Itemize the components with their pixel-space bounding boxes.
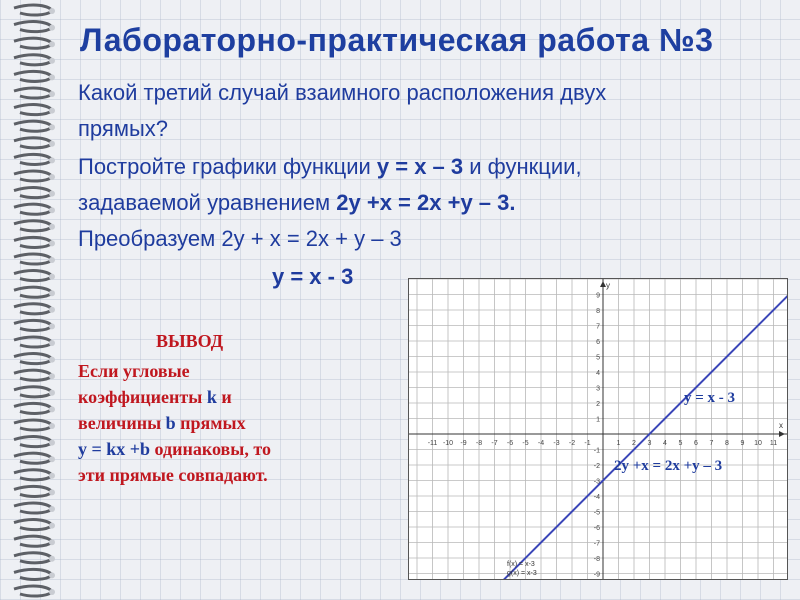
conclusion-line-4 [78,438,271,460]
y-tick-label: 9 [596,292,600,300]
binding-hole [49,207,55,213]
binding-hole [49,58,55,64]
binding-hole [49,556,55,562]
binding-ring [14,553,52,563]
x-axis-arrow [779,431,785,437]
x-tick-label: 8 [725,440,729,447]
binding-ring [14,188,52,198]
binding-hole [49,523,55,529]
binding-hole [49,240,55,246]
x-tick-label: -5 [522,440,529,447]
binding-hole [49,257,55,263]
x-tick-label: -9 [460,440,467,447]
binding-hole [49,157,55,163]
graph-svg [409,279,787,579]
question-line-2: прямых? [78,116,168,141]
binding-ring [14,403,52,413]
conclusion-line-2 [78,386,232,408]
binding-ring [14,55,52,65]
x-tick-label: -7 [491,440,498,447]
page-title: Лабораторно-практическая работа №3 [80,22,714,58]
binding-ring [14,503,52,513]
x-tick-label: 2 [632,440,636,447]
conclusion-text-4: одинаковы, то [150,439,271,459]
graph-label-line2: 2у +х = 2х +у – 3 [614,458,723,474]
x-tick-label: 1 [616,440,621,447]
conclusion-heading: ВЫВОД [156,331,224,351]
binding-ring [14,71,52,81]
y-tick-label: 2 [596,401,600,408]
legend-f: f(x) = x-3 [507,561,535,568]
binding-hole [49,25,55,31]
y-tick-label: 1 [596,416,600,424]
binding-hole [49,290,55,296]
x-tick-label: 9 [740,440,745,447]
conclusion-kxb: kx +b [106,439,151,459]
binding-ring [14,271,52,281]
binding-hole [49,8,55,14]
binding-hole [49,423,55,429]
task-line-1 [78,154,582,180]
binding-hole [49,74,55,80]
y-tick-label: 5 [596,354,600,362]
x-tick-label: -11 [427,440,438,447]
binding-ring [14,88,52,98]
y-tick-label: 6 [596,339,600,346]
binding-hole [49,323,55,329]
binding-hole [49,406,55,412]
transform-result: у = х - 3 [272,264,354,289]
y-tick-label: 7 [596,323,600,331]
x-tick-label: -1 [584,440,591,447]
binding-ring [14,320,52,330]
conclusion-y: у = [78,439,107,459]
coef-k: k [206,387,217,407]
binding-ring [14,569,52,579]
graph-label-line1: y = x - 3 [684,390,736,406]
conclusion-line-1: Если угловые [78,361,190,381]
task-text-suffix: и функции, [463,154,582,179]
binding-hole [49,589,55,595]
x-tick-label: -3 [553,440,560,447]
binding-ring [14,5,52,15]
binding-hole [49,108,55,114]
binding-ring [14,387,52,397]
task-equation: 2у +х = 2х +у – 3. [336,190,516,215]
y-tick-label: -1 [593,447,600,455]
x-tick-label: -10 [442,440,454,447]
binding-ring [14,337,52,347]
binding-ring [14,536,52,546]
x-tick-label: 7 [709,440,714,447]
binding-ring [14,38,52,48]
spiral-binding [0,0,64,600]
binding-ring [14,520,52,530]
binding-hole [49,124,55,130]
binding-hole [49,41,55,47]
binding-hole [49,539,55,545]
y-tick-label: -7 [593,540,600,548]
conclusion-text-3: величины [78,413,166,433]
binding-ring [14,138,52,148]
binding-ring [14,354,52,364]
binding-hole [49,357,55,363]
x-axis-label: x [779,421,783,430]
task-function: у = х – 3 [376,154,464,179]
task-text-2: задаваемой уравнением [78,190,337,215]
x-tick-label: 5 [678,440,683,447]
binding-hole [49,224,55,230]
binding-hole [49,390,55,396]
binding-ring [14,254,52,264]
binding-ring [14,105,52,115]
task-text: Постройте графики функции [78,154,377,179]
binding-ring [14,237,52,247]
binding-hole [49,506,55,512]
binding-hole [49,91,55,97]
binding-ring [14,221,52,231]
binding-ring [14,204,52,214]
y-tick-label: -8 [593,556,600,563]
binding-hole [49,489,55,495]
binding-hole [49,572,55,578]
binding-hole [49,456,55,462]
y-tick-label: -2 [593,463,600,470]
y-tick-label: -6 [593,525,600,532]
y-tick-label: -5 [593,509,600,517]
binding-ring [14,287,52,297]
x-tick-label: -6 [506,440,514,447]
y-tick-label: -9 [593,571,600,579]
x-tick-label: 4 [663,440,667,447]
coef-b: b [165,413,176,433]
binding-ring [14,22,52,32]
binding-hole [49,174,55,180]
x-tick-label: -4 [537,440,545,447]
binding-ring [14,304,52,314]
binding-hole [49,274,55,280]
x-tick-label: -2 [568,440,576,447]
x-tick-label: 11 [769,440,778,447]
transform-line: Преобразуем 2у + х = 2х + у – 3 [78,226,402,251]
function-graph [408,278,788,580]
conclusion-line-5: эти прямые совпадают. [78,465,268,485]
y-tick-label: 4 [596,370,600,377]
conclusion-text-and: и [216,387,232,407]
y-tick-label: -4 [593,494,600,501]
binding-hole [49,473,55,479]
binding-hole [49,191,55,197]
task-line-2 [78,190,516,216]
y-tick-label: 3 [596,385,600,393]
binding-ring [14,171,52,181]
binding-ring [14,486,52,496]
conclusion-line-3 [78,412,246,434]
binding-ring [14,121,52,131]
x-tick-label: 10 [754,440,762,447]
y-tick-label: -3 [593,478,600,486]
binding-ring [14,154,52,164]
function-line [417,292,787,580]
x-tick-label: -8 [475,440,483,447]
binding-hole [49,141,55,147]
conclusion-text-lines: прямых [175,413,246,433]
x-tick-label: 3 [647,440,652,447]
binding-hole [49,307,55,313]
binding-ring [14,470,52,480]
binding-ring [14,453,52,463]
y-tick-label: 8 [596,308,600,315]
binding-ring [14,437,52,447]
conclusion-text: коэффициенты [78,387,207,407]
question-line-1: Какой третий случай взаимного расположения двух [78,80,607,105]
binding-ring [14,586,52,596]
binding-ring [14,420,52,430]
y-axis-label: y [606,281,610,290]
x-tick-label: 6 [694,440,698,447]
legend-g: g(x) = x-3 [507,570,537,577]
binding-hole [49,440,55,446]
binding-ring [14,370,52,380]
binding-hole [49,340,55,346]
binding-hole [49,373,55,379]
